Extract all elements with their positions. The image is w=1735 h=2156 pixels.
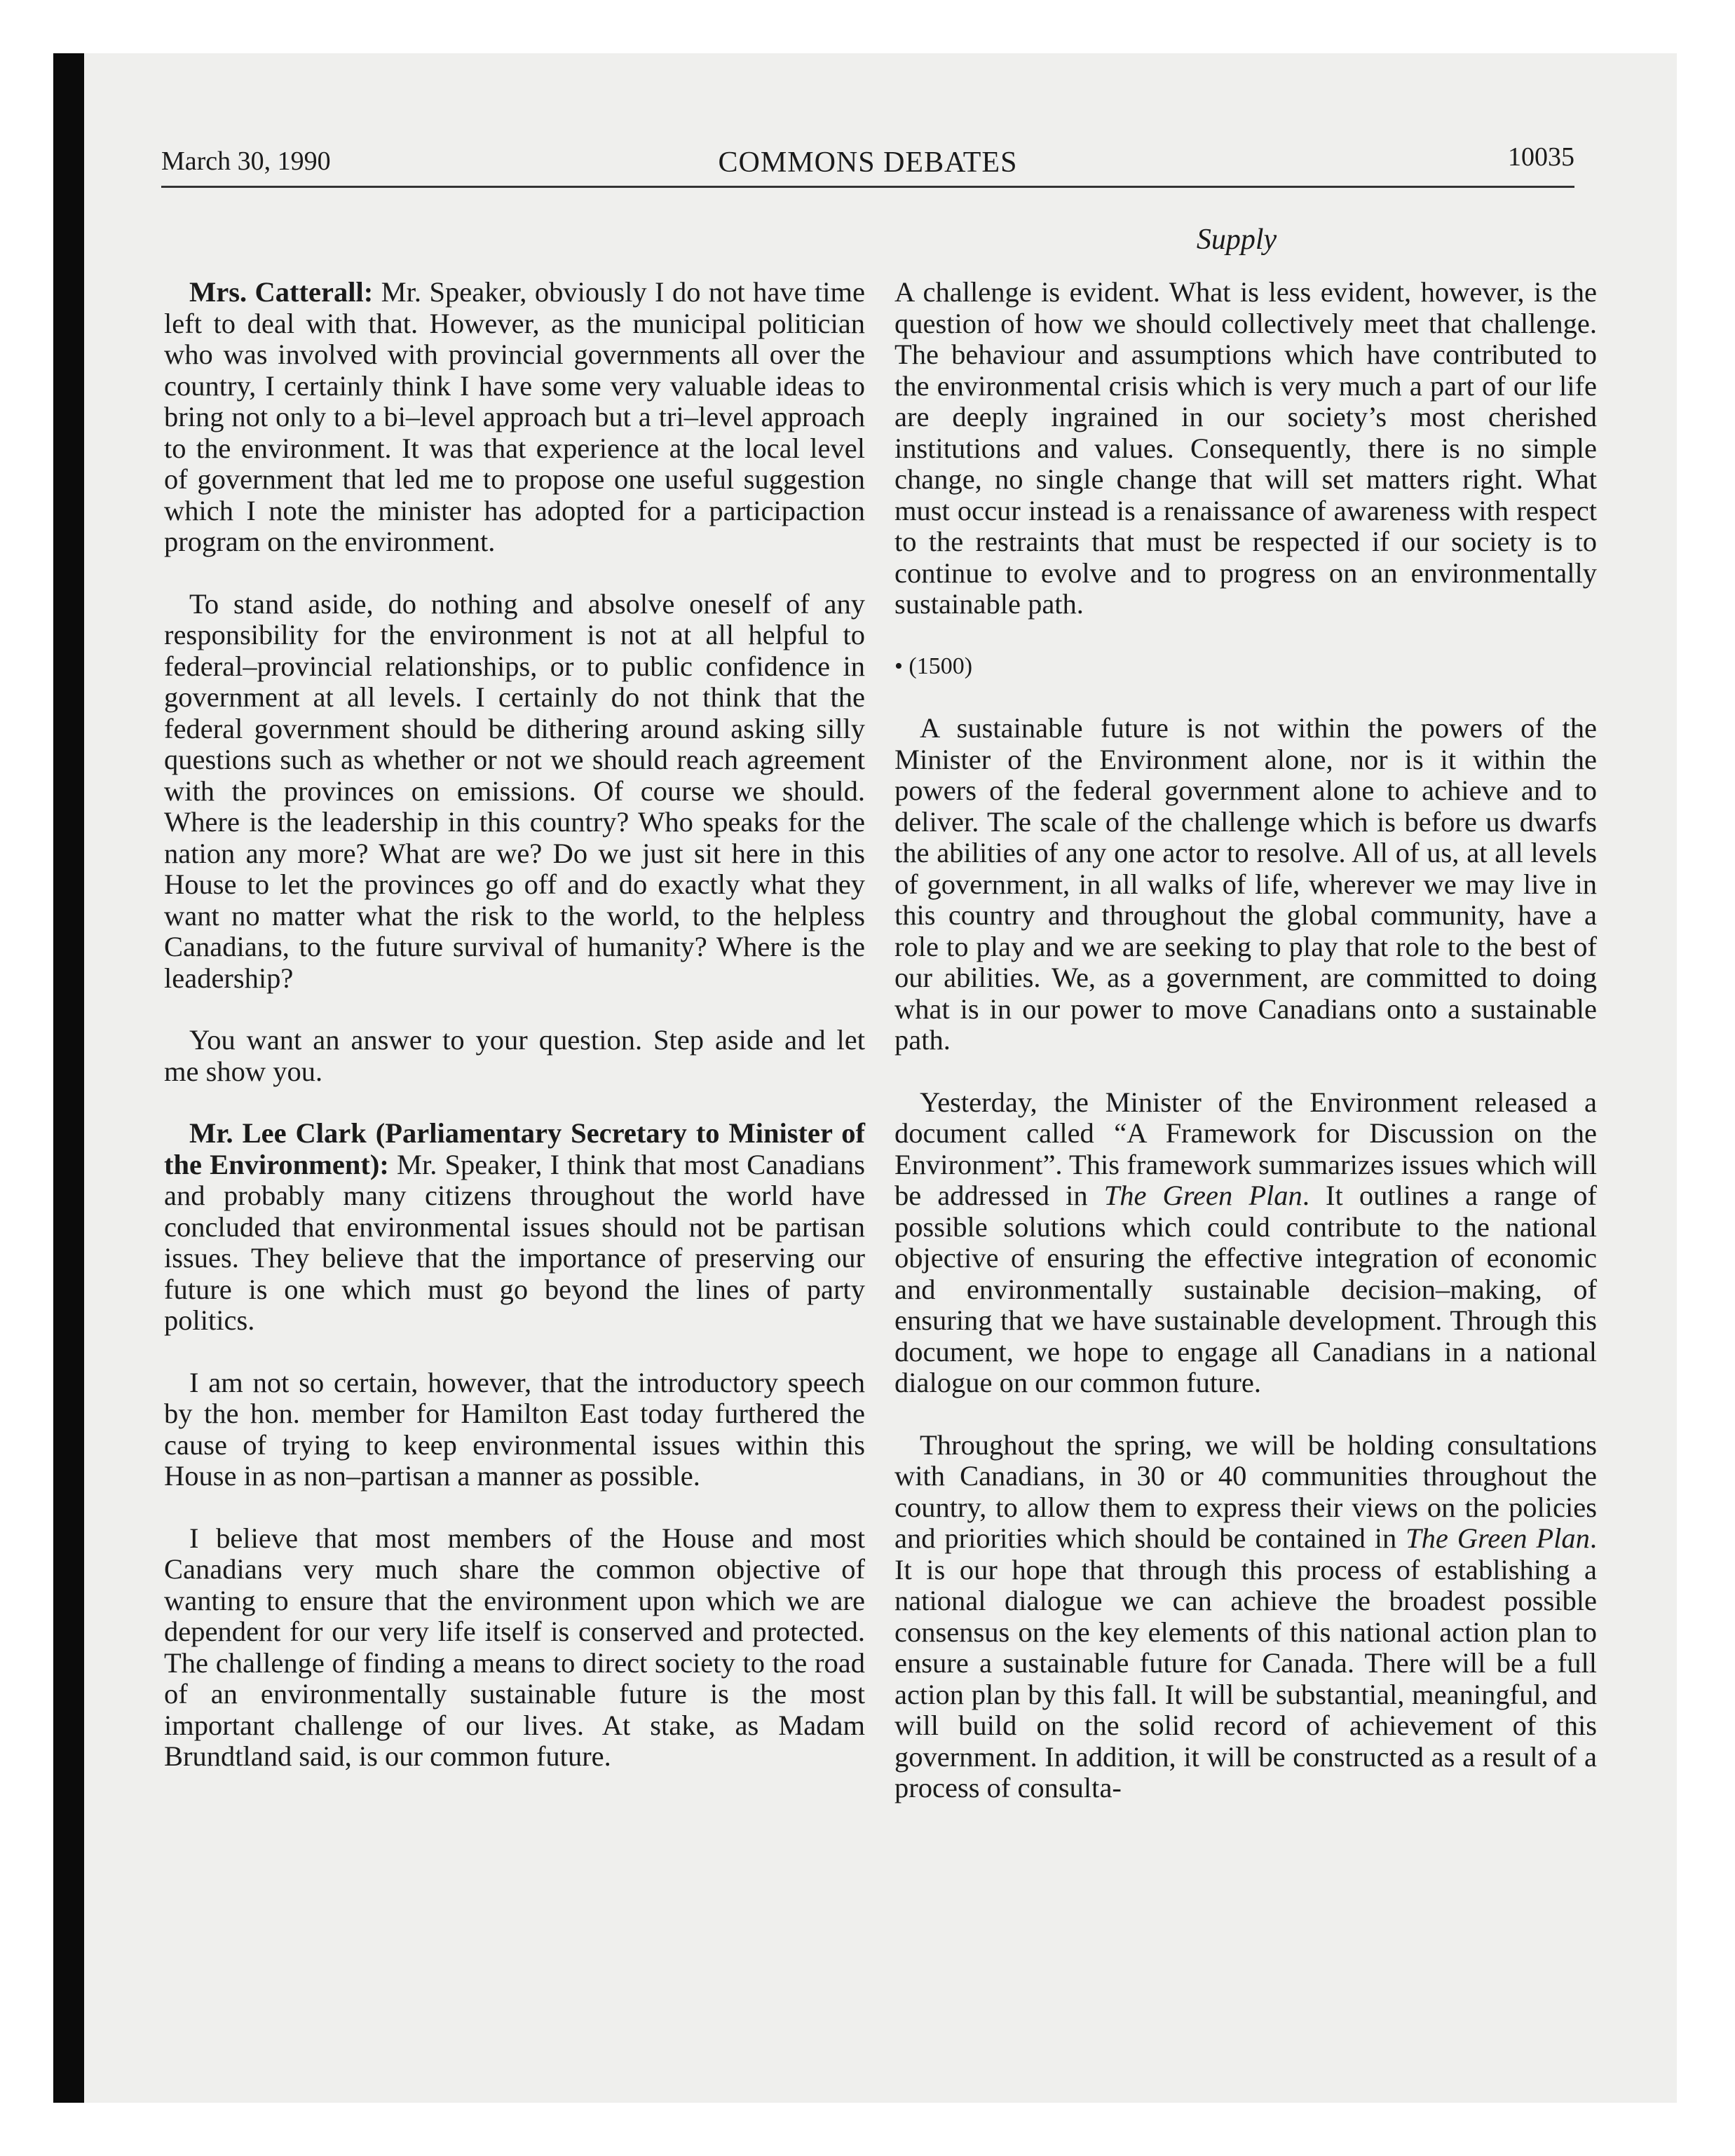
paragraph: [894, 1430, 1597, 1804]
paragraph: A sustainable future is not within the powers of the Minister of the Environment alone, nor is it within the powers of the federal government alone to achieve and to deliver. The scale of the challenge which is before us dwarfs the abilities of any one actor to resolve. All of us, at all levels of government, in all walks of life, wherever we may live in this country and throughout the global community, have a role to play and we are seeking to play that role to the best of our abilities. We, as a government, are committed to doing what is in our power to move Canadians onto a sustainable path.: [894, 712, 1597, 1056]
paragraph: I am not so certain, however, that the introductory speech by the hon. member for Hamilton East today furthered the cause of trying to keep environmental issues within this House in as non–partisan a manner as possible.: [164, 1366, 865, 1492]
paragraph: I believe that most members of the House and most Canadians very much share the common objective of wanting to ensure that the environment upon which we are dependent for our very life itself is conserved and protected. The challenge of finding a means to direct society to the road of an environmentally sustainable future is the most important challenge of our lives. At stake, as Madam Brundtland said, is our common future.: [164, 1522, 865, 1772]
paragraph-text: . It outlines a range of possible solutions which could contribute to the national objective of ensuring the effective integration of economic and environmentally sustainable decision–making, of ensuring that we have sustainable development. Through this document, we hope to engage all Canadians in a national dialogue on our common future.: [894, 1180, 1598, 1398]
paragraph: [164, 277, 865, 558]
right-column: [894, 277, 1597, 1835]
speaker-name: Mrs. Catterall:: [189, 276, 374, 308]
section-heading: Supply: [1196, 224, 1277, 256]
speaker-name: Mr. Lee Clark (Parliamentary Secretary to Minister of the Environment):: [164, 1117, 865, 1180]
paragraph: [164, 1118, 865, 1337]
document-title-italic: The Green Plan: [1103, 1180, 1302, 1211]
page-header: [161, 140, 1574, 189]
paragraph: [894, 1087, 1597, 1399]
paragraph: To stand aside, do nothing and absolve oneself of any responsibility for the environment is not at all helpful to federal–provincial relationships, or to public confidence in government at all levels. I certainly do not think that the federal government should be dithering around asking silly questions such as whether or not we should reach agreement with the provinces on emissions. Of course we should. Where is the leadership in this country? Who speaks for the nation any more? What are we? Do we just sit here in this House to let the provinces go off and do exactly what they want no matter what the risk to the world, to the helpless Canadians, to the future survival of humanity? Where is the leadership?: [164, 587, 865, 994]
header-rule: [161, 186, 1574, 188]
paragraph-text: Throughout the spring, we will be holding consultations with Canadians, in 30 or 40 communities throughout the country, to allow them to express their views on the policies and priorities which should be contained in: [894, 1428, 1597, 1554]
header-page-number: 10035: [1508, 142, 1574, 172]
paragraph-text: . It is our hope that through this process of establishing a national dialogue we can achieve the broadest possible consensus on the key elements of this national action plan to ensure a sustainable future for Canada. There will be a full action plan by this fall. It will be substantial, meaningful, and will build on the solid record of achievement of this government. In addition, it will be constructed as a result of a process of consulta-: [894, 1522, 1597, 1803]
header-title: COMMONS DEBATES: [718, 146, 1018, 179]
header-date: March 30, 1990: [161, 146, 331, 176]
left-column: [164, 277, 865, 1803]
paragraph: You want an answer to your question. Step aside and let me show you.: [164, 1024, 865, 1087]
paragraph-text: Yesterday, the Minister of the Environment released a document called “A Framework for Discussion on the Environment”. This framework summarizes issues which will be addressed in: [894, 1086, 1597, 1211]
time-marker: • (1500): [894, 653, 973, 679]
document-title-italic: The Green Plan: [1406, 1522, 1590, 1554]
paragraph: A challenge is evident. What is less evident, however, is the question of how we should collectively meet that challenge. The behaviour and assumptions which have contributed to the environmental crisis which is very much a part of our life are deeply ingrained in our society’s most cherished institutions and values. Consequently, there is no simple change, no single change that will set matters right. What must occur instead is a renaissance of awareness with respect to the restraints that must be respected if our society is to continue to evolve and to progress on an environmentally sustainable path.: [894, 276, 1597, 620]
paragraph-text: Mr. Speaker, I think that most Canadians and probably many citizens throughout the world have concluded that environmental issues should not be partisan issues. They believe that the importance of preserving our future is one which must go beyond the lines of party politics.: [164, 1148, 865, 1336]
binding-edge: [53, 53, 84, 2103]
paragraph-text: Mr. Speaker, obviously I do not have time left to deal with that. However, as the municipal politician who was involved with provincial governments all over the country, I certainly think I have some very valuable ideas to bring not only to a bi–level approach but a tri–level approach to the environment. It was that experience at the local level of government that led me to propose one useful suggestion which I note the minister has adopted for a participaction program on the environment.: [164, 276, 865, 557]
